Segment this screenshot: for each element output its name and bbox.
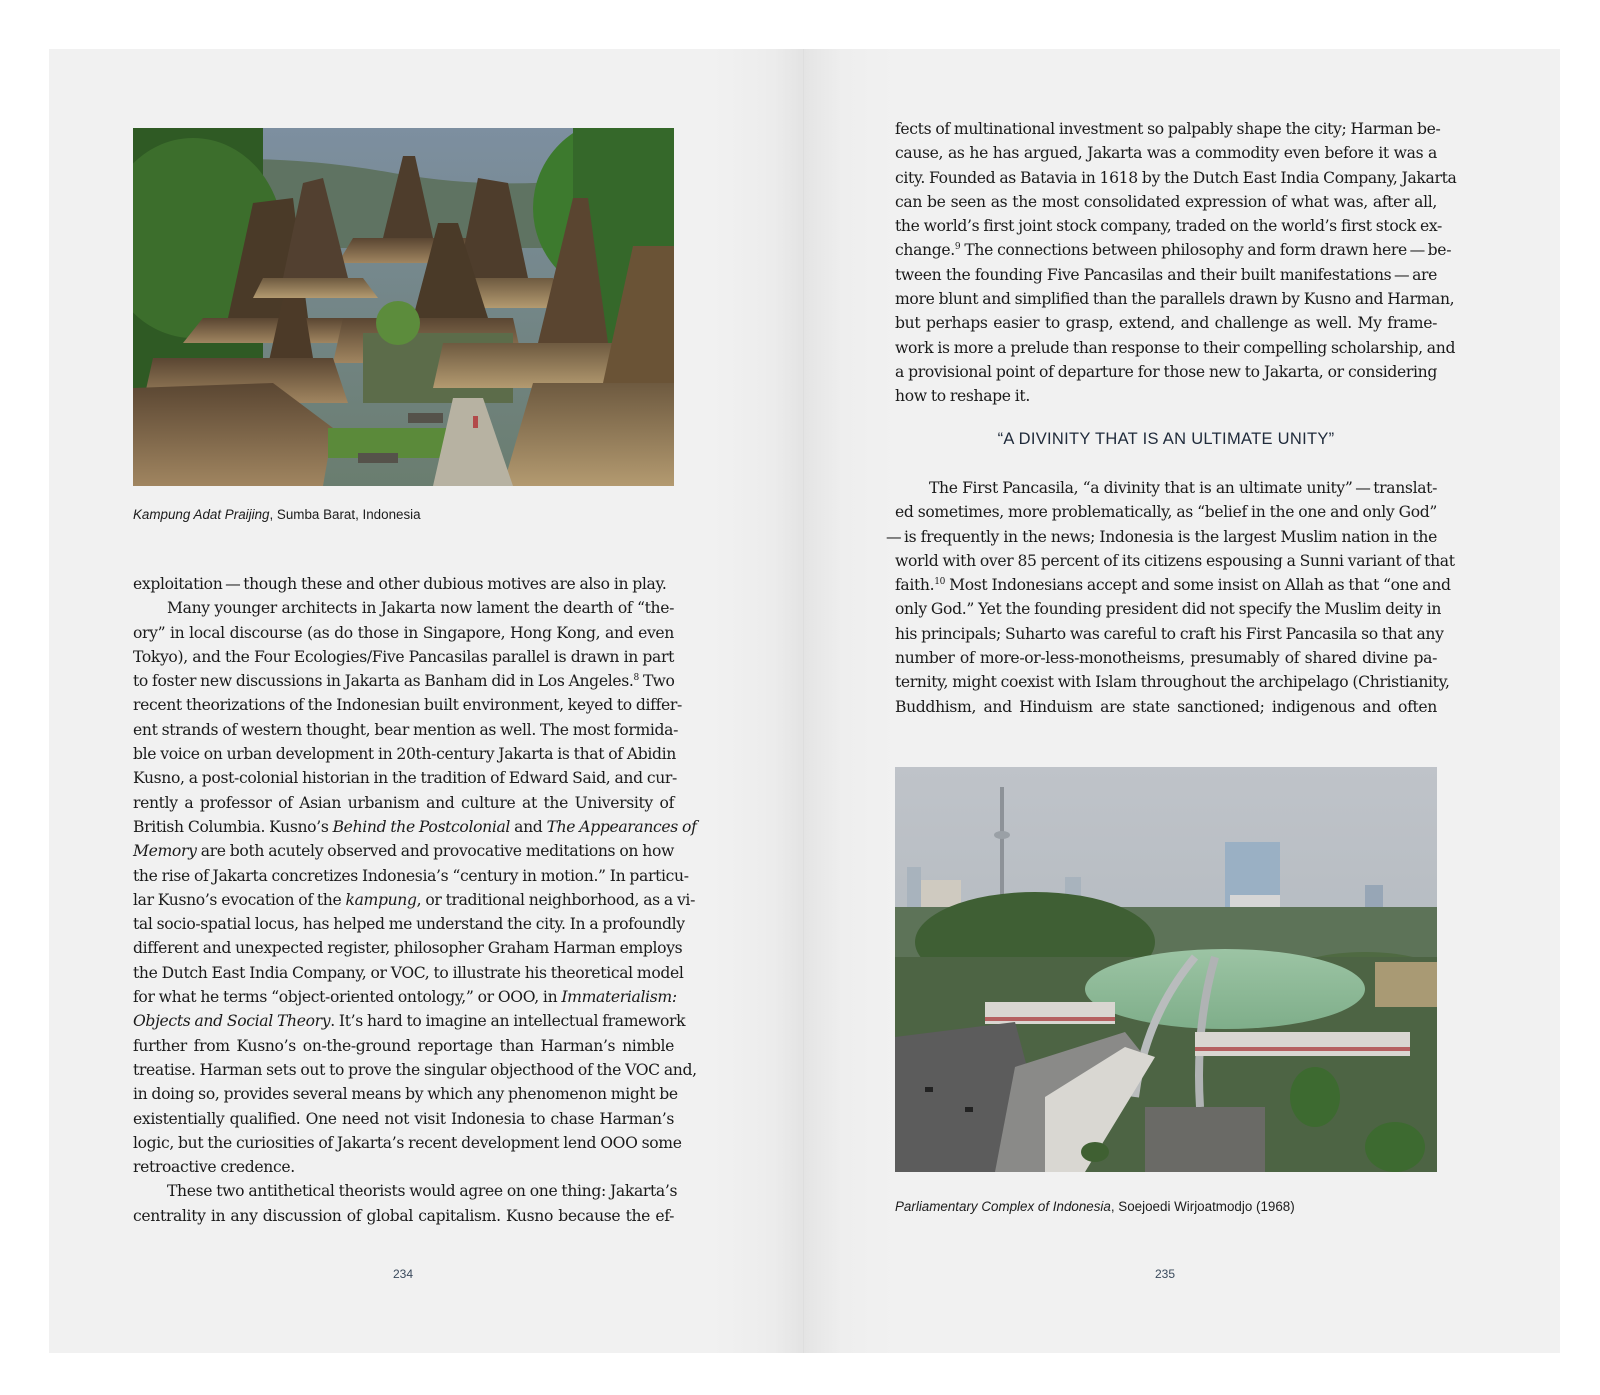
text-line: recent theorizations of the Indonesian built environment, keyed to differ- xyxy=(133,696,682,715)
text-line: the Dutch East India Company, or VOC, to illustrate his theoretical model xyxy=(133,963,684,982)
text-line: fects of multinational investment so palpably shape the city; Harman be- xyxy=(895,120,1441,138)
text-fragment: are both acutely observed and provocative meditations on how xyxy=(196,842,674,861)
text-line: treatise. Harman sets out to prove the singular objecthood of the VOC and, xyxy=(133,1060,697,1079)
text-fragment: and xyxy=(510,817,547,836)
text-line: more blunt and simplified than the parallels drawn by Kusno and Harman, xyxy=(895,290,1455,309)
text-fragment: British Columbia. Kusno’s xyxy=(133,817,333,836)
text-fragment: , or traditional neighborhood, as a vi- xyxy=(416,890,695,909)
text-fragment: lar Kusno’s evocation of the xyxy=(133,890,346,909)
parliament-photo-illustration xyxy=(895,767,1437,1172)
text-line: ed sometimes, more problematically, as “belief in the one and only God” xyxy=(895,503,1437,522)
left-page xyxy=(49,49,804,1353)
text-line xyxy=(133,815,697,839)
book-spread xyxy=(49,49,1560,1353)
text-line: rently a professor of Asian urbanism and culture at the University of xyxy=(133,793,674,812)
text-line: Many younger architects in Jakarta now lament the dearth of “the- xyxy=(167,599,674,618)
text-fragment: The connections between philosophy and form drawn here — be- xyxy=(960,241,1452,260)
text-line: only God.” Yet the founding president did not specify the Muslim deity in xyxy=(895,600,1442,619)
text-line: ory” in local discourse (as do those in Singapore, Hong Kong, and even xyxy=(133,623,674,642)
text-line: The First Pancasila, “a divinity that is an ultimate unity” — translat- xyxy=(929,479,1437,497)
page-number-left: 234 xyxy=(392,1267,414,1281)
text-line xyxy=(133,1009,686,1033)
figure-caption xyxy=(133,507,421,522)
text-line: centrality in any discussion of global capitalism. Kusno because the ef- xyxy=(133,1206,674,1225)
caption-title: Parliamentary Complex of Indonesia xyxy=(895,1199,1111,1214)
text-line: ternity, might coexist with Islam throughout the archipelago (Christianity, xyxy=(895,673,1450,692)
text-line: exploitation — though these and other dubious motives are also in play. xyxy=(133,575,667,593)
footnote-ref[interactable]: 8 xyxy=(633,673,639,684)
text-line: can be seen as the most consolidated expression of what was, after all, xyxy=(895,192,1437,211)
text-line: cause, as he has argued, Jakarta was a commodity even before it was a xyxy=(895,144,1437,163)
text-line: ble voice on urban development in 20th-century Jakarta is that of Abidin xyxy=(133,745,676,764)
text-line: a provisional point of departure for those new to Jakarta, or considering xyxy=(895,362,1437,381)
text-line xyxy=(133,839,674,863)
text-line: Tokyo), and the Four Ecologies/Five Pancasilas parallel is drawn in part xyxy=(133,647,674,666)
text-line: in doing so, provides several means by which any phenomenon might be xyxy=(133,1085,678,1104)
caption-credit: , Soejoedi Wirjoatmodjo (1968) xyxy=(1110,1199,1295,1214)
book-title: The Appearances of xyxy=(546,817,697,836)
text-line: existentially qualified. One need not visit Indonesia to chase Harman’s xyxy=(133,1109,674,1128)
book-title: Immaterialism: xyxy=(561,988,677,1007)
village-photo-illustration xyxy=(133,128,674,486)
text-line xyxy=(895,573,1451,597)
text-line: world with over 85 percent of its citizens espousing a Sunni variant of that xyxy=(895,551,1455,570)
text-line xyxy=(133,669,674,693)
text-line: retroactive credence. xyxy=(133,1158,295,1177)
text-line: tal socio-spatial locus, has helped me understand the city. In a profoundly xyxy=(133,915,685,934)
village-photo xyxy=(133,128,674,486)
text-fragment: faith. xyxy=(895,576,935,595)
text-line: Kusno, a post-colonial historian in the tradition of Edward Said, and cur- xyxy=(133,769,677,788)
text-fragment: Two xyxy=(638,672,675,691)
book-title: Objects and Social Theory xyxy=(133,1012,331,1031)
figure-caption xyxy=(895,1199,1295,1214)
text-line: different and unexpected register, philosopher Graham Harman employs xyxy=(133,939,683,958)
book-title: Behind the Postcolonial xyxy=(332,817,511,836)
text-line: further from Kusno’s on-the-ground reportage than Harman’s nimble xyxy=(133,1036,674,1055)
body-text-right-top xyxy=(895,117,1457,409)
section-heading: “A DIVINITY THAT IS AN ULTIMATE UNITY” xyxy=(997,430,1335,448)
page-number-right: 235 xyxy=(1154,1267,1176,1281)
right-page xyxy=(804,49,1560,1353)
text-line: work is more a prelude than response to their compelling scholarship, and xyxy=(895,338,1456,357)
text-line: city. Founded as Batavia in 1618 by the Dutch East India Company, Jakarta xyxy=(895,168,1457,187)
footnote-ref[interactable]: 10 xyxy=(934,577,945,588)
text-line: — is frequently in the news; Indonesia is the largest Muslim nation in the xyxy=(886,527,1437,546)
text-line: tween the founding Five Pancasilas and their built manifestations — are xyxy=(895,265,1437,284)
caption-location: , Sumba Barat, Indonesia xyxy=(269,507,421,522)
text-line: logic, but the curiosities of Jakarta’s recent development lend OOO some xyxy=(133,1133,682,1152)
footnote-ref[interactable]: 9 xyxy=(954,242,961,253)
text-line: number of more-or-less-monotheisms, presumably of shared divine pa- xyxy=(895,649,1437,668)
text-line xyxy=(133,985,677,1009)
text-fragment: . It’s hard to imagine an intellectual framework xyxy=(330,1012,686,1031)
text-line: These two antithetical theorists would agree on one thing: Jakarta’s xyxy=(167,1182,678,1201)
text-line: Buddhism, and Hinduism are state sanctioned; indigenous and often xyxy=(895,697,1437,716)
text-fragment: change. xyxy=(895,241,955,260)
caption-title: Kampung Adat Praijing xyxy=(133,507,270,522)
body-text-left xyxy=(133,572,697,1228)
text-fragment: for what he terms “object-oriented ontology,” or OOO, in xyxy=(133,988,562,1007)
text-line: ent strands of western thought, bear mention as well. The most formida- xyxy=(133,720,679,739)
parliament-photo xyxy=(895,767,1437,1172)
text-fragment: Most Indonesians accept and some insist on Allah as that “one and xyxy=(945,576,1451,595)
text-line: but perhaps easier to grasp, extend, and challenge as well. My frame- xyxy=(895,314,1437,333)
text-fragment: to foster new discussions in Jakarta as Banham did in Los Angeles. xyxy=(133,672,634,691)
text-line: the world’s first joint stock company, traded on the world’s first stock ex- xyxy=(895,217,1442,236)
body-text-right-bottom xyxy=(886,476,1455,719)
text-line xyxy=(133,888,695,912)
text-line: the rise of Jakarta concretizes Indonesia’s “century in motion.” In particu- xyxy=(133,866,689,885)
book-title: Memory xyxy=(133,842,197,861)
term-kampung: kampung xyxy=(345,890,417,909)
text-line xyxy=(895,238,1452,262)
text-line: his principals; Suharto was careful to craft his First Pancasila so that any xyxy=(895,624,1444,643)
text-line: how to reshape it. xyxy=(895,387,1030,406)
